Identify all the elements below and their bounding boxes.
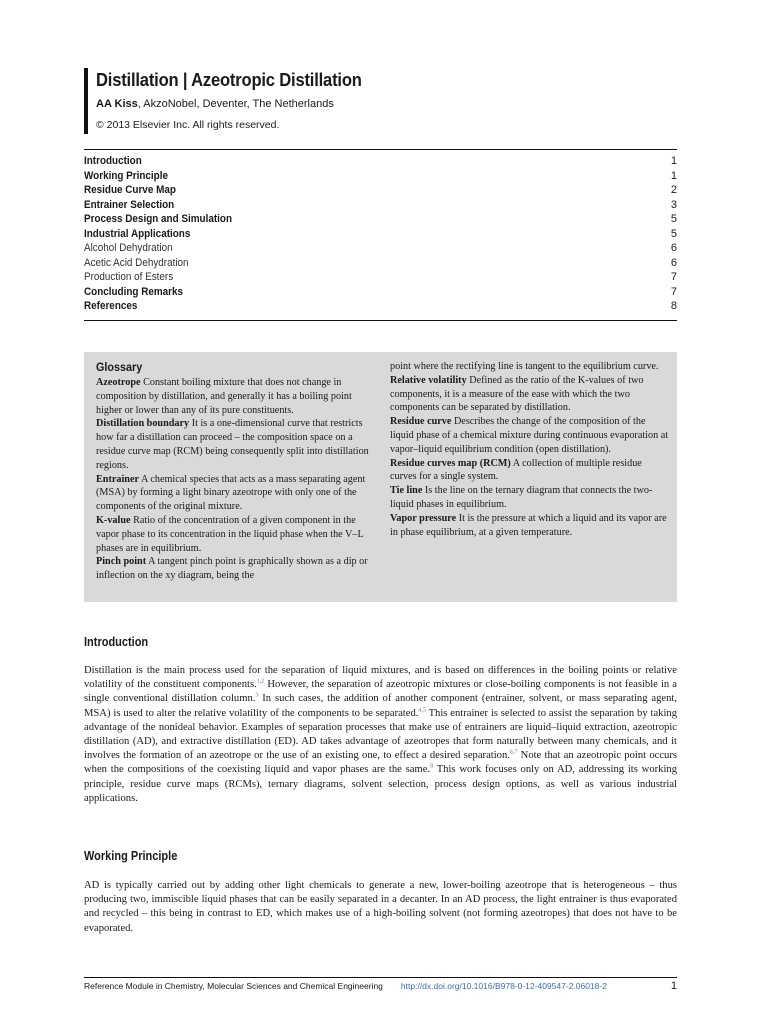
toc-entry-page: 6 [670, 256, 677, 269]
toc-entry-page: 7 [670, 285, 677, 298]
glossary-term: Pinch point [96, 556, 147, 568]
glossary-definition: A tangent pinch point is graphically shown as a dip or inflection on the xy diagram, being the [96, 556, 368, 582]
intro-text-1: Distillation is the main process used for the separation of liquid mixtures, and is based on differences in the boiling points or relative volatility of the constituent components. [84, 665, 677, 691]
glossary-entry [96, 514, 378, 555]
toc-entry[interactable] [84, 256, 677, 271]
author-line [96, 96, 696, 112]
glossary-definition: Ratio of the concentration of a given component in the vapor phase to its concentration in the liquid phase when the V–L phases are in equilibrium. [96, 514, 364, 554]
toc-entry-label: Entrainer Selection [84, 198, 175, 211]
intro-text-5: Note that an azeotropic point occurs when the compositions of the coexisting liquid and vapor phases are the same. [84, 750, 677, 776]
glossary-column-left [96, 376, 378, 583]
intro-text-3: In such cases, the addition of another component (entrainer, solvent, or mass separating agent, MSA) is used to alter the relative volatility of the components to be separated. [84, 693, 677, 719]
section-heading-working-principle: Working Principle [84, 849, 178, 863]
page-footer [84, 977, 677, 992]
toc-entry-page: 3 [670, 198, 677, 211]
toc-entry-label: Working Principle [84, 169, 168, 182]
toc-entry-label: Concluding Remarks [84, 285, 184, 298]
footer-doi-link[interactable]: http://dx.doi.org/10.1016/B978-0-12-409547-2.06018-2 [400, 981, 607, 991]
toc-entry-page: 7 [670, 271, 677, 283]
toc-entry[interactable] [84, 270, 677, 285]
toc-entry-label: Alcohol Dehydration [84, 242, 173, 254]
table-of-contents [84, 149, 677, 321]
glossary-definition: Describes the change of the composition of the liquid phase of a chemical mixture during continuous evaporation at vapor–liquid equilibrium condition (open distillation). [390, 416, 669, 455]
glossary-entry [96, 417, 378, 472]
glossary-term: Vapor pressure [390, 512, 457, 524]
toc-entry-page: 6 [670, 242, 677, 254]
citation-link[interactable]: 4,5 [418, 707, 426, 714]
glossary-entry [390, 457, 670, 485]
glossary-entry [390, 484, 670, 512]
section-heading-introduction: Introduction [84, 635, 149, 649]
toc-entry-label: Introduction [84, 155, 142, 167]
toc-entry[interactable] [84, 299, 677, 314]
intro-text-6: This work focuses only on AD, addressing its working principle, residue curve maps (RCMs), ternary diagrams, solvent selection, process design options, as well as various industrial applications. [84, 764, 677, 804]
glossary-entry [96, 376, 378, 417]
citation-link[interactable]: 8 [430, 763, 434, 770]
glossary-box [84, 352, 677, 602]
toc-entry-label: Residue Curve Map [84, 184, 176, 196]
glossary-term: Relative volatility [390, 374, 467, 386]
glossary-entry [390, 374, 670, 415]
page-number: 1 [670, 980, 677, 992]
glossary-definition: Is the line on the ternary diagram that connects the two-liquid phases in equilibrium. [390, 485, 653, 510]
toc-entry[interactable] [84, 285, 677, 300]
footer-reference: Reference Module in Chemistry, Molecular Sciences and Chemical Engineering [84, 981, 383, 991]
toc-entry-page: 1 [670, 169, 677, 182]
glossary-term: Tie line [390, 485, 423, 497]
author-affiliation: , AkzoNobel, Deventer, The Netherlands [137, 98, 334, 110]
article-title: Distillation | Azeotropic Distillation [96, 70, 362, 90]
working-principle-paragraph: AD is typically carried out by adding other light chemicals to generate a new, lower-boiling azeotrope that is heterogeneous – thus producing two, immiscible liquid phases that can be easily separated in a decanter. In an AD process, the light entrainer is thus evaporated and recycled – this being in contrast to ED, which makes use of a high-boiling solvent (not forming azeotropes) that does not have to be evaporated. [84, 880, 677, 934]
citation-link[interactable]: 3 [255, 692, 259, 699]
glossary-entry [96, 473, 378, 514]
glossary-definition: A collection of multiple residue curves for a single system. [390, 457, 642, 483]
toc-entry[interactable] [84, 241, 677, 256]
copyright-notice: © 2013 Elsevier Inc. All rights reserved. [96, 119, 280, 131]
toc-entry-label: Industrial Applications [84, 227, 191, 240]
glossary-term: Azeotrope [96, 377, 141, 388]
glossary-term: Residue curve [390, 416, 452, 428]
toc-entry[interactable] [84, 183, 677, 198]
glossary-definition: point where the rectifying line is tangent to the equilibrium curve. [390, 361, 659, 372]
toc-entry-label: Process Design and Simulation [84, 213, 232, 225]
glossary-definition: It is the pressure at which a liquid and its vapor are in phase equilibrium, at a given temperature. [390, 512, 667, 538]
toc-entry-label: Acetic Acid Dehydration [84, 256, 189, 269]
toc-entry[interactable] [84, 154, 677, 169]
introduction-paragraph [84, 664, 677, 806]
glossary-term: Residue curves map (RCM) [390, 457, 511, 469]
glossary-definition: It is a one-dimensional curve that restricts how far a distillation can proceed – the composition space on a residue curve map (RCM) being consequently split into distillation regions. [96, 418, 369, 471]
toc-entry[interactable] [84, 227, 677, 242]
intro-text-2: However, the separation of azeotropic mixtures or close-boiling components is not feasible in a single conventional distillation column. [84, 679, 677, 705]
glossary-term: K-value [96, 514, 131, 526]
toc-entry-label: References [84, 300, 138, 312]
toc-entry-page: 8 [670, 300, 677, 312]
glossary-column-right [390, 360, 670, 539]
article-header [84, 68, 696, 132]
toc-entry-page: 5 [670, 227, 677, 240]
glossary-definition: Defined as the ratio of the K-values of two components, it is a measure of the ease with which the two components can be separated by distillation. [390, 374, 644, 414]
glossary-definition: Constant boiling mixture that does not change in composition by distillation, and generally it has a boiling point higher or lower than any of its pure constituents. [96, 377, 352, 416]
glossary-title: Glossary [96, 360, 143, 374]
glossary-term: Distillation boundary [96, 418, 190, 430]
glossary-entry [96, 555, 378, 583]
glossary-term: Entrainer [96, 473, 140, 485]
toc-entry-page: 1 [670, 155, 677, 167]
intro-text-4: This entrainer is selected to assist the separation by taking advantage of the nonideal behavior. Examples of separation processes that make use of entrainers are liquid–liquid extraction, azeotropic distillation (AD), and extractive distillation (ED). AD takes advantage of azeotropes that form naturally between many chemicals, and it involves the formation of an azeotrope or the use of an existing one, to effect a desired separation. [84, 707, 677, 762]
glossary-definition: A chemical species that acts as a mass separating agent (MSA) by forming a light binary azeotrope with only one of the components of the original mixture. [96, 473, 366, 513]
toc-entry-page: 5 [670, 213, 677, 225]
author-name: AA Kiss [96, 98, 138, 110]
glossary-entry [390, 512, 670, 540]
toc-entry[interactable] [84, 169, 677, 184]
toc-entry[interactable] [84, 212, 677, 227]
toc-entry[interactable] [84, 198, 677, 213]
toc-entry-label: Production of Esters [84, 271, 174, 283]
citation-link[interactable]: 6,7 [509, 749, 518, 756]
glossary-entry [390, 415, 670, 456]
glossary-entry [390, 360, 670, 374]
toc-entry-page: 2 [670, 184, 677, 196]
citation-link[interactable]: 1,2 [256, 678, 265, 685]
